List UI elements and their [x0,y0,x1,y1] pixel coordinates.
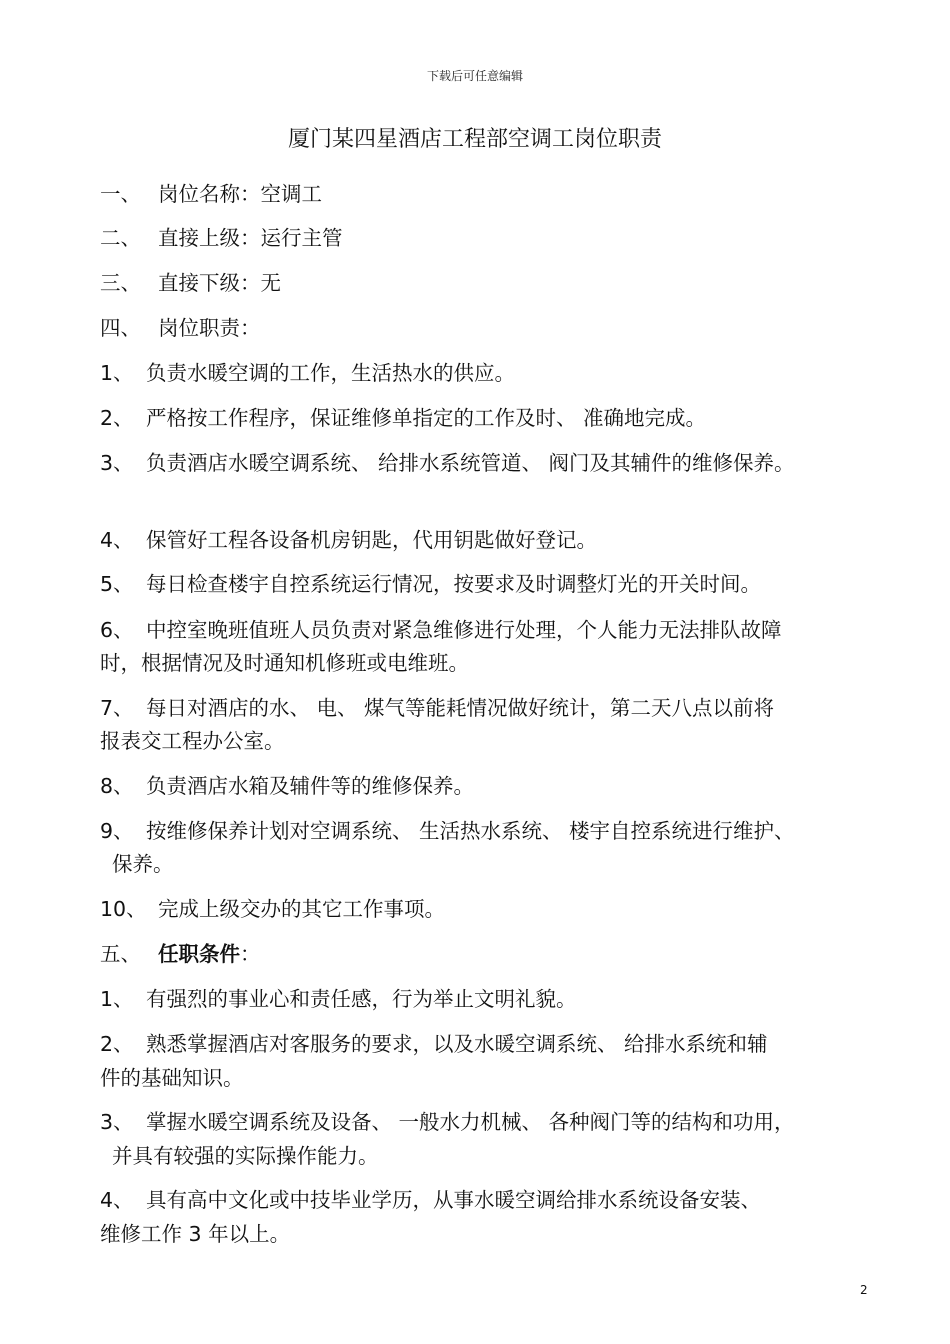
header-note: 下载后可任意编辑 [426,69,523,83]
item-text: 中控室晚班值班人员负责对紧急维修进行处理，个人能力无法排队故障 [146,618,782,642]
duty-item [100,359,515,387]
item-text: 熟悉掌握酒店对客服务的要求，以及水暖空调系统、 给排水系统和辅 [146,1032,768,1056]
page-number: 2 [860,1283,868,1297]
item-marker: 9、 [100,819,134,843]
item-marker: 5、 [100,572,134,596]
item-text: 负责酒店水暖空调系统、 给排水系统管道、 阀门及其辅件的维修保养。 [146,451,795,475]
item-marker: 4、 [100,528,134,552]
duty-item-continuation: 时，根据情况及时通知机修班或电维班。 [100,651,469,675]
requirement-item-continuation: 件的基础知识。 [100,1066,244,1090]
duty-item [100,895,445,923]
section-requirements-heading [100,940,261,968]
item-marker: 2、 [100,406,134,430]
section-text: 任职条件 [158,942,240,966]
requirement-item [100,1186,761,1214]
section-text: 岗位职责： [158,316,261,340]
requirement-item [100,1030,768,1058]
duty-item [100,694,774,722]
item-marker: 2、 [100,1032,134,1056]
item-text: 负责酒店水箱及辅件等的维修保养。 [146,774,474,798]
section-marker: 四、 [100,316,141,340]
duty-item [100,570,761,598]
document-title: 厦门某四星酒店工程部空调工岗位职责 [287,127,662,152]
item-marker: 1、 [100,361,134,385]
section-text: 直接上级：运行主管 [158,226,343,250]
item-text: 具有高中文化或中技毕业学历，从事水暖空调给排水系统设备安装、 [146,1188,761,1212]
requirement-item-continuation: 并具有较强的实际操作能力。 [112,1144,379,1168]
item-marker: 1、 [100,987,134,1011]
duty-item [100,772,474,800]
section-position-name [100,180,322,208]
section-supervisor [100,224,343,252]
item-marker: 3、 [100,1110,134,1134]
requirement-item-continuation: 维修工作 3 年以上。 [100,1222,291,1246]
item-marker: 10、 [100,897,147,921]
requirement-item [100,1108,795,1136]
item-text: 保管好工程各设备机房钥匙，代用钥匙做好登记。 [146,528,597,552]
requirement-item [100,985,577,1013]
section-marker: 二、 [100,226,141,250]
item-text: 掌握水暖空调系统及设备、 一般水力机械、 各种阀门等的结构和功用， [146,1110,795,1134]
item-marker: 6、 [100,618,134,642]
section-suffix: ： [240,942,261,966]
duty-item [100,817,795,845]
duty-item-continuation: 报表交工程办公室。 [100,729,285,753]
section-text: 直接下级：无 [158,271,281,295]
section-marker: 三、 [100,271,141,295]
duty-item [100,526,597,554]
duty-item [100,616,782,644]
item-marker: 7、 [100,696,134,720]
duty-item-continuation: 保养。 [112,852,174,876]
item-text: 负责水暖空调的工作，生活热水的供应。 [146,361,515,385]
item-marker: 8、 [100,774,134,798]
item-marker: 4、 [100,1188,134,1212]
section-duties-heading [100,314,261,342]
duty-item [100,449,795,477]
section-marker: 五、 [100,942,141,966]
section-text: 岗位名称：空调工 [158,182,322,206]
section-subordinate [100,269,281,297]
item-text: 完成上级交办的其它工作事项。 [158,897,445,921]
item-text: 每日对酒店的水、 电、 煤气等能耗情况做好统计，第二天八点以前将 [146,696,775,720]
item-marker: 3、 [100,451,134,475]
item-text: 每日检查楼宇自控系统运行情况，按要求及时调整灯光的开关时间。 [146,572,761,596]
item-text: 按维修保养计划对空调系统、 生活热水系统、 楼宇自控系统进行维护、 [146,819,795,843]
item-text: 有强烈的事业心和责任感，行为举止文明礼貌。 [146,987,577,1011]
section-marker: 一、 [100,182,141,206]
duty-item [100,404,706,432]
item-text: 严格按工作程序，保证维修单指定的工作及时、 准确地完成。 [146,406,707,430]
